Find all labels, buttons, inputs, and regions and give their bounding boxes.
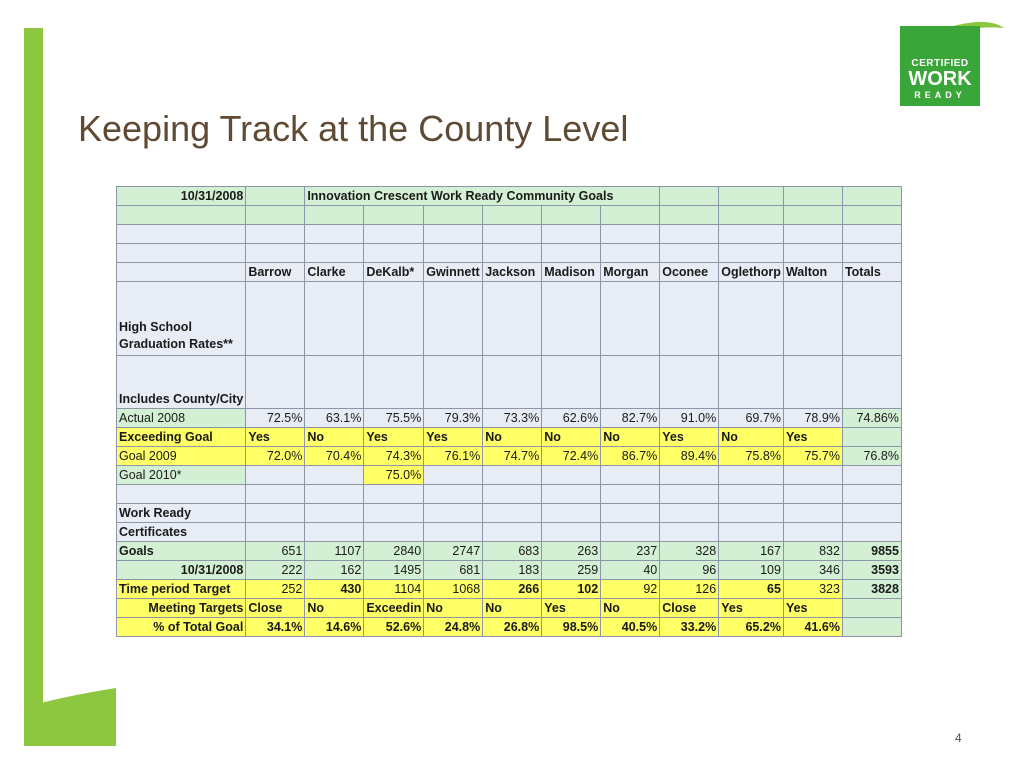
county-header-row: [117, 263, 902, 282]
value-cell: 86.7%: [601, 447, 660, 466]
empty-cell: [842, 356, 901, 409]
value-cell: 162: [305, 561, 364, 580]
empty-cell: [783, 485, 842, 504]
empty-cell: [719, 225, 784, 244]
value-cell: No: [601, 428, 660, 447]
empty-cell: [117, 206, 246, 225]
county-goals-table: [116, 186, 902, 637]
empty-cell: [364, 282, 424, 356]
value-cell: [601, 466, 660, 485]
empty-cell: [424, 225, 483, 244]
value-cell: 237: [601, 542, 660, 561]
value-cell: 91.0%: [660, 409, 719, 428]
value-cell: [719, 466, 784, 485]
empty-cell: [305, 504, 364, 523]
county-header: Clarke: [305, 263, 364, 282]
left-swoosh-decoration: [24, 688, 116, 746]
section-label-certificates: Certificates: [117, 523, 246, 542]
value-cell: 1107: [305, 542, 364, 561]
value-cell: 26.8%: [483, 618, 542, 637]
page-number: 4: [955, 731, 962, 745]
section-label-graduation: [117, 282, 246, 356]
value-cell: 65.2%: [719, 618, 784, 637]
value-cell: [842, 599, 901, 618]
empty-cell: [719, 206, 784, 225]
empty-cell: [424, 523, 483, 542]
empty-cell: [660, 187, 719, 206]
empty-cell: [601, 244, 660, 263]
empty-cell: [719, 356, 784, 409]
empty-cell: [842, 206, 901, 225]
goals-row: [117, 542, 902, 561]
row-label: Goal 2009: [117, 447, 246, 466]
value-cell: 34.1%: [246, 618, 305, 637]
empty-cell: [364, 504, 424, 523]
empty-cell: [483, 504, 542, 523]
county-header: Jackson: [483, 263, 542, 282]
empty-cell: [117, 485, 246, 504]
value-cell: 98.5%: [542, 618, 601, 637]
value-cell: 33.2%: [660, 618, 719, 637]
value-cell: [842, 428, 901, 447]
empty-cell: [719, 244, 784, 263]
empty-cell: [660, 206, 719, 225]
section-label-row: [117, 504, 902, 523]
empty-cell: [660, 244, 719, 263]
empty-cell: [719, 504, 784, 523]
empty-cell: [660, 523, 719, 542]
empty-cell: [117, 244, 246, 263]
empty-cell: [483, 356, 542, 409]
empty-cell: [542, 523, 601, 542]
value-cell: 52.6%: [364, 618, 424, 637]
row-label: % of Total Goal: [117, 618, 246, 637]
value-cell: 263: [542, 542, 601, 561]
row-label: Goals: [117, 542, 246, 561]
county-header: Madison: [542, 263, 601, 282]
empty-cell: [305, 356, 364, 409]
value-cell: 76.1%: [424, 447, 483, 466]
value-cell: 75.5%: [364, 409, 424, 428]
value-cell: 75.8%: [719, 447, 784, 466]
value-cell: No: [601, 599, 660, 618]
empty-cell: [783, 356, 842, 409]
empty-cell: [305, 206, 364, 225]
actual-2008-row: [117, 409, 902, 428]
empty-cell: [660, 504, 719, 523]
empty-cell: [246, 187, 305, 206]
value-cell: 74.3%: [364, 447, 424, 466]
empty-cell: [246, 244, 305, 263]
value-cell: 14.6%: [305, 618, 364, 637]
value-cell: 40.5%: [601, 618, 660, 637]
empty-cell: [842, 244, 901, 263]
value-cell: 9855: [842, 542, 901, 561]
value-cell: 74.86%: [842, 409, 901, 428]
empty-cell: [542, 244, 601, 263]
empty-cell: [542, 225, 601, 244]
value-cell: 75.0%: [364, 466, 424, 485]
value-cell: 89.4%: [660, 447, 719, 466]
value-cell: Yes: [783, 599, 842, 618]
empty-cell: [601, 356, 660, 409]
value-cell: No: [424, 599, 483, 618]
empty-cell: [305, 225, 364, 244]
row-label: Actual 2008: [117, 409, 246, 428]
county-header: Oconee: [660, 263, 719, 282]
value-cell: 40: [601, 561, 660, 580]
empty-cell: [783, 225, 842, 244]
table-row: [117, 485, 902, 504]
empty-cell: [660, 356, 719, 409]
empty-cell: [424, 206, 483, 225]
value-cell: 72.4%: [542, 447, 601, 466]
value-cell: 69.7%: [719, 409, 784, 428]
county-header: Gwinnett: [424, 263, 483, 282]
value-cell: 3593: [842, 561, 901, 580]
value-cell: 73.3%: [483, 409, 542, 428]
empty-cell: [601, 523, 660, 542]
empty-cell: [719, 523, 784, 542]
empty-cell: [483, 282, 542, 356]
value-cell: 79.3%: [424, 409, 483, 428]
county-header: Oglethorp: [719, 263, 784, 282]
empty-cell: [719, 485, 784, 504]
empty-cell: [842, 523, 901, 542]
empty-cell: [424, 282, 483, 356]
section-label-work-ready: Work Ready: [117, 504, 246, 523]
value-cell: 96: [660, 561, 719, 580]
empty-cell: [660, 225, 719, 244]
section-label-row: [117, 523, 902, 542]
value-cell: [842, 618, 901, 637]
empty-cell: [364, 206, 424, 225]
empty-cell: [364, 523, 424, 542]
goal-2009-row: [117, 447, 902, 466]
value-cell: [305, 466, 364, 485]
empty-cell: [842, 282, 901, 356]
value-cell: 72.5%: [246, 409, 305, 428]
row-label: Meeting Targets: [117, 599, 246, 618]
value-cell: Yes: [660, 428, 719, 447]
empty-cell: [660, 282, 719, 356]
value-cell: 3828: [842, 580, 901, 599]
county-header: DeKalb*: [364, 263, 424, 282]
value-cell: 72.0%: [246, 447, 305, 466]
empty-cell: [483, 225, 542, 244]
value-cell: 266: [483, 580, 542, 599]
empty-cell: [483, 206, 542, 225]
empty-cell: [542, 504, 601, 523]
empty-cell: [842, 225, 901, 244]
certified-work-ready-logo: [898, 20, 1006, 106]
empty-cell: [842, 485, 901, 504]
value-cell: No: [719, 428, 784, 447]
empty-cell: [305, 244, 364, 263]
empty-cell: [424, 244, 483, 263]
empty-cell: [601, 504, 660, 523]
empty-cell: [783, 282, 842, 356]
value-cell: 92: [601, 580, 660, 599]
value-cell: 76.8%: [842, 447, 901, 466]
time-period-target-row: [117, 580, 902, 599]
exceeding-goal-row: [117, 428, 902, 447]
empty-cell: [783, 523, 842, 542]
value-cell: No: [305, 599, 364, 618]
value-cell: 1495: [364, 561, 424, 580]
empty-cell: [364, 244, 424, 263]
value-cell: 109: [719, 561, 784, 580]
value-cell: [424, 466, 483, 485]
value-cell: 74.7%: [483, 447, 542, 466]
empty-cell: [246, 523, 305, 542]
value-cell: 78.9%: [783, 409, 842, 428]
value-cell: 62.6%: [542, 409, 601, 428]
value-cell: Yes: [424, 428, 483, 447]
value-cell: 430: [305, 580, 364, 599]
logo-line3: READY: [914, 90, 966, 100]
value-cell: 323: [783, 580, 842, 599]
value-cell: 65: [719, 580, 784, 599]
empty-cell: [783, 244, 842, 263]
value-cell: 1104: [364, 580, 424, 599]
empty-cell: [305, 523, 364, 542]
empty-cell: [364, 356, 424, 409]
row-label: Exceeding Goal: [117, 428, 246, 447]
value-cell: Close: [660, 599, 719, 618]
value-cell: 102: [542, 580, 601, 599]
empty-cell: [483, 485, 542, 504]
value-cell: Yes: [246, 428, 305, 447]
value-cell: [542, 466, 601, 485]
value-cell: 24.8%: [424, 618, 483, 637]
value-cell: [842, 466, 901, 485]
empty-cell: [542, 485, 601, 504]
empty-cell: [424, 504, 483, 523]
county-header: Morgan: [601, 263, 660, 282]
empty-cell: [246, 504, 305, 523]
value-cell: 2840: [364, 542, 424, 561]
value-cell: No: [305, 428, 364, 447]
table-row: [117, 356, 902, 409]
empty-cell: [483, 523, 542, 542]
value-cell: No: [483, 599, 542, 618]
section-label-line: High School: [119, 320, 192, 334]
table-row: [117, 244, 902, 263]
county-header: Walton: [783, 263, 842, 282]
row-label: 10/31/2008: [117, 561, 246, 580]
value-cell: 681: [424, 561, 483, 580]
section-note: Includes County/City: [117, 356, 246, 409]
value-cell: 2747: [424, 542, 483, 561]
empty-cell: [246, 206, 305, 225]
slide-title: Keeping Track at the County Level: [78, 108, 629, 149]
meeting-targets-row: [117, 599, 902, 618]
value-cell: No: [483, 428, 542, 447]
value-cell: Exceedin: [364, 599, 424, 618]
empty-cell: [783, 504, 842, 523]
table-row: [117, 282, 902, 356]
empty-cell: [364, 485, 424, 504]
value-cell: 832: [783, 542, 842, 561]
empty-cell: [719, 187, 784, 206]
row-label: Time period Target: [117, 580, 246, 599]
empty-cell: [305, 485, 364, 504]
as-of-row: [117, 561, 902, 580]
value-cell: 70.4%: [305, 447, 364, 466]
value-cell: 63.1%: [305, 409, 364, 428]
empty-cell: [246, 485, 305, 504]
value-cell: 651: [246, 542, 305, 561]
value-cell: Close: [246, 599, 305, 618]
empty-cell: [246, 356, 305, 409]
value-cell: 183: [483, 561, 542, 580]
logo-line1: CERTIFIED: [911, 58, 969, 69]
empty-cell: [246, 225, 305, 244]
table-header-row: [117, 187, 902, 206]
empty-cell: [719, 282, 784, 356]
value-cell: 222: [246, 561, 305, 580]
value-cell: 167: [719, 542, 784, 561]
empty-cell: [483, 244, 542, 263]
empty-cell: [601, 282, 660, 356]
value-cell: 252: [246, 580, 305, 599]
date-cell: 10/31/2008: [117, 187, 246, 206]
value-cell: [246, 466, 305, 485]
empty-cell: [783, 206, 842, 225]
value-cell: Yes: [364, 428, 424, 447]
value-cell: [660, 466, 719, 485]
empty-cell: [246, 282, 305, 356]
county-header: Totals: [842, 263, 901, 282]
empty-cell: [364, 225, 424, 244]
empty-cell: [424, 485, 483, 504]
empty-cell: [424, 356, 483, 409]
value-cell: Yes: [783, 428, 842, 447]
caption-cell: Innovation Crescent Work Ready Community Goals: [305, 187, 660, 206]
value-cell: Yes: [719, 599, 784, 618]
empty-cell: [542, 206, 601, 225]
empty-cell: [842, 187, 901, 206]
empty-cell: [542, 356, 601, 409]
section-label-line: Graduation Rates**: [119, 337, 233, 351]
value-cell: Yes: [542, 599, 601, 618]
empty-cell: [842, 504, 901, 523]
empty-cell: [601, 206, 660, 225]
logo-line2: WORK: [908, 68, 972, 90]
value-cell: [783, 466, 842, 485]
county-header: Barrow: [246, 263, 305, 282]
goal-2010-row: [117, 466, 902, 485]
table-row: [117, 206, 902, 225]
empty-cell: [783, 187, 842, 206]
value-cell: 1068: [424, 580, 483, 599]
value-cell: [483, 466, 542, 485]
empty-cell: [601, 485, 660, 504]
empty-cell: [117, 263, 246, 282]
value-cell: 683: [483, 542, 542, 561]
pct-total-goal-row: [117, 618, 902, 637]
left-accent-bar: [24, 28, 43, 746]
empty-cell: [305, 282, 364, 356]
value-cell: No: [542, 428, 601, 447]
value-cell: 328: [660, 542, 719, 561]
empty-cell: [117, 225, 246, 244]
value-cell: 75.7%: [783, 447, 842, 466]
empty-cell: [660, 485, 719, 504]
table-row: [117, 225, 902, 244]
empty-cell: [601, 225, 660, 244]
value-cell: 41.6%: [783, 618, 842, 637]
empty-cell: [542, 282, 601, 356]
value-cell: 259: [542, 561, 601, 580]
value-cell: 126: [660, 580, 719, 599]
row-label: Goal 2010*: [117, 466, 246, 485]
value-cell: 346: [783, 561, 842, 580]
value-cell: 82.7%: [601, 409, 660, 428]
